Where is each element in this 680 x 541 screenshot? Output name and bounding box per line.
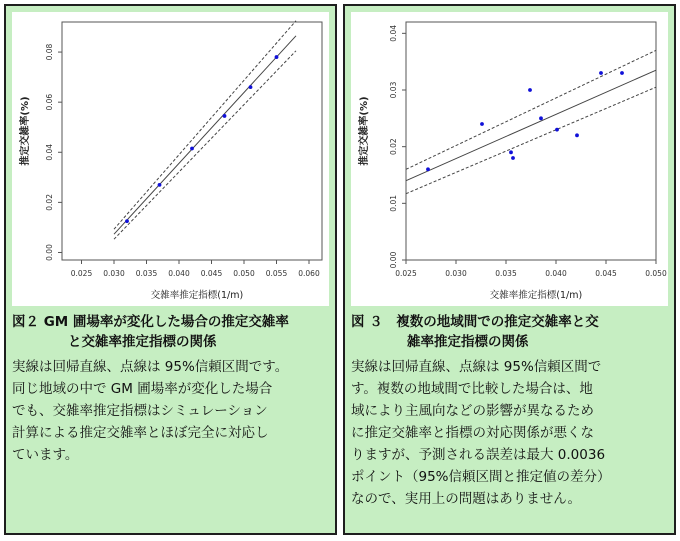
figure-2-chart	[12, 12, 329, 306]
caption-line: に推定交雑率と指標の対応関係が悪くな	[351, 425, 594, 441]
figure-3-title	[351, 312, 671, 352]
caption-line: 計算による推定交雑率とほぼ完全に対応し	[12, 425, 269, 441]
y-tick-label: 0.02	[45, 194, 54, 211]
figure-3-title-line2: 雑率推定指標の関係	[407, 334, 529, 350]
ci-upper-line	[114, 21, 296, 229]
figure-2-panel	[4, 4, 337, 535]
caption-line: す。複数の地域間で比較した場合は、地	[351, 381, 593, 397]
x-tick-label: 0.030	[445, 269, 467, 278]
y-tick-label: 0.04	[389, 24, 398, 42]
y-tick-label: 0.06	[45, 93, 54, 111]
data-point	[555, 128, 559, 132]
caption-line: 実線は回帰直線、点線は 95%信頼区間です。	[12, 359, 289, 375]
caption-line: りますが、予測される誤差は最大 0.0036	[351, 447, 606, 463]
plot-frame	[62, 22, 322, 260]
y-tick-label: 0.04	[45, 143, 54, 161]
data-point	[528, 88, 532, 92]
y-tick-label: 0.01	[389, 194, 398, 212]
x-tick-label: 0.030	[103, 269, 125, 278]
caption-line: なので、実用上の問題はありません。	[351, 491, 582, 507]
data-point	[249, 85, 253, 89]
figure-3-plot	[351, 12, 668, 306]
caption-line: ポイント（95%信頼区間と推定値の差分）	[351, 469, 611, 485]
caption-line: でも、交雑率推定指標はシミュレーション	[12, 403, 268, 419]
figure-3-title-line1: 図 ３ 複数の地域間での推定交雑率と交	[351, 314, 599, 330]
data-point	[620, 71, 624, 75]
caption-line: 同じ地域の中で GM 圃場率が変化した場合	[12, 381, 273, 397]
data-point	[190, 147, 194, 151]
x-axis-label: 交雑率推定指標(1/m)	[489, 290, 583, 301]
figure-3-caption	[351, 356, 673, 510]
data-point	[509, 150, 513, 154]
y-tick-label: 0.00	[389, 251, 398, 269]
caption-line: ています。	[12, 447, 79, 463]
x-tick-label: 0.040	[168, 269, 190, 278]
ci-lower-line	[406, 87, 656, 194]
caption-line: 実線は回帰直線、点線は 95%信頼区間で	[351, 359, 602, 375]
x-tick-label: 0.060	[298, 269, 320, 278]
ci-upper-line	[406, 50, 656, 169]
figure-2-caption	[12, 356, 334, 466]
data-point	[480, 122, 484, 126]
data-point	[223, 114, 227, 118]
data-point	[275, 55, 279, 59]
figure-2-plot	[12, 12, 329, 306]
data-point	[158, 183, 162, 187]
y-tick-label: 0.02	[389, 138, 398, 156]
y-tick-label: 0.03	[389, 81, 398, 99]
data-point	[575, 133, 579, 137]
figure-2-title-line2: と交雑率推定指標の関係	[68, 334, 217, 350]
x-tick-label: 0.025	[70, 269, 93, 278]
x-tick-label: 0.035	[135, 269, 158, 278]
figure-3-panel	[343, 4, 676, 535]
x-tick-label: 0.040	[545, 269, 567, 278]
data-point	[511, 156, 515, 160]
regression-line	[114, 36, 296, 234]
y-axis-label: 推定交雑率(%)	[359, 96, 370, 166]
y-tick-label: 0.00	[45, 244, 54, 261]
x-tick-label: 0.025	[395, 269, 417, 278]
y-tick-label: 0.08	[45, 43, 54, 61]
plot-frame	[406, 22, 656, 260]
data-point	[599, 71, 603, 75]
data-point	[426, 167, 430, 171]
data-point	[125, 219, 129, 223]
x-tick-label: 0.050	[233, 269, 255, 278]
data-point	[539, 116, 543, 120]
regression-line	[406, 70, 656, 181]
x-tick-label: 0.045	[595, 269, 617, 278]
x-tick-label: 0.050	[645, 269, 667, 278]
y-axis-label: 推定交雑率(%)	[20, 96, 31, 166]
figure-2-title-line1: 図２ GM 圃場率が変化した場合の推定交雑率	[12, 314, 289, 330]
ci-lower-line	[114, 51, 296, 239]
caption-line: 域により主風向などの影響が異なるため	[351, 403, 594, 419]
figure-2-title	[12, 312, 332, 352]
x-tick-label: 0.055	[265, 269, 288, 278]
x-tick-label: 0.045	[200, 269, 223, 278]
x-tick-label: 0.035	[495, 269, 517, 278]
x-axis-label: 交雑率推定指標(1/m)	[150, 290, 244, 301]
figure-3-chart	[351, 12, 668, 306]
